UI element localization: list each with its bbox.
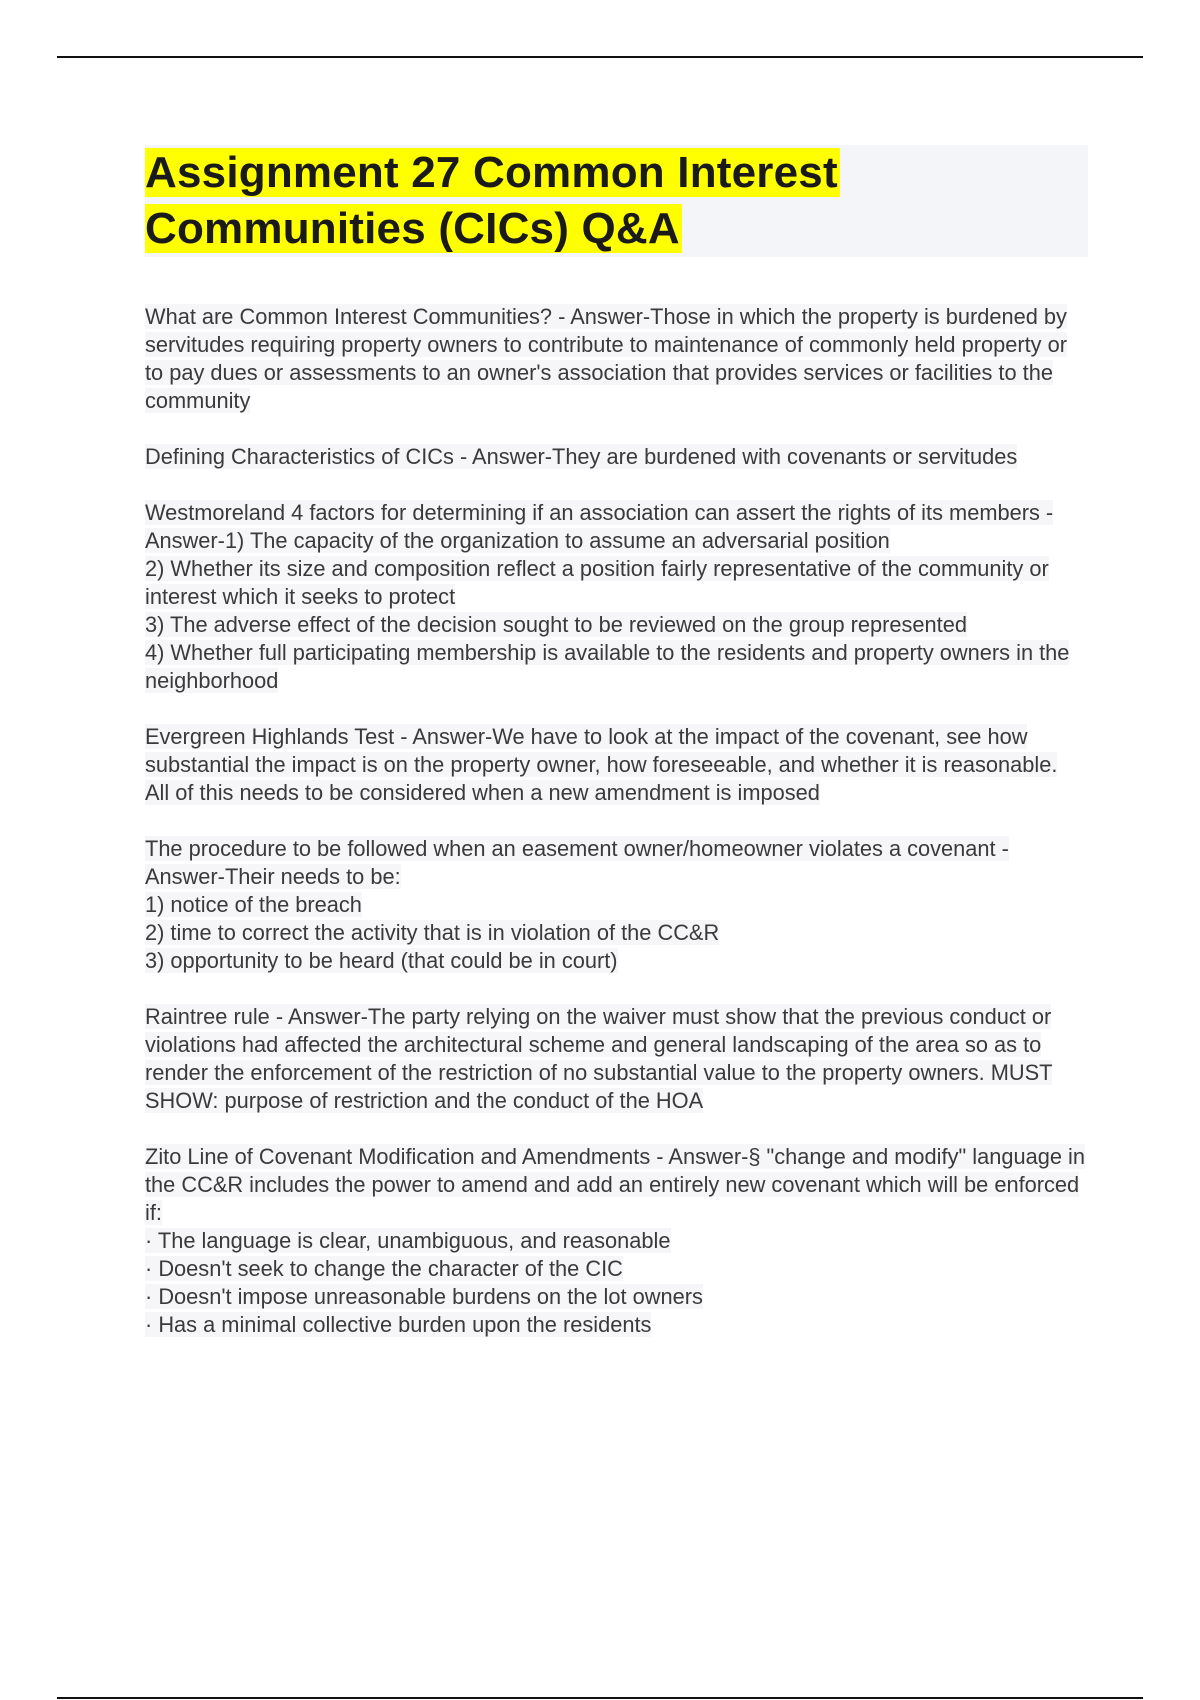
page-title-line-2: Communities (CICs) Q&A (145, 204, 680, 253)
qa-line: 2) time to correct the activity that is in violation of the CC&R (145, 920, 720, 945)
qa-line: 1) notice of the breach (145, 892, 362, 917)
qa-line: · Doesn't impose unreasonable burdens on the lot owners (145, 1284, 703, 1309)
qa-line: 3) The adverse effect of the decision sought to be reviewed on the group represented (145, 612, 967, 637)
qa-item (145, 303, 1085, 415)
qa-line: · The language is clear, unambiguous, and reasonable (145, 1228, 671, 1253)
qa-line: 4) Whether full participating membership is available to the residents and property owners in the neighborhood (145, 640, 1070, 693)
qa-line: Westmoreland 4 factors for determining if an association can assert the rights of its members - Answer-1) The capacity of the organization to assume an adversarial position (145, 500, 1054, 553)
qa-line: · Has a minimal collective burden upon the residents (145, 1312, 652, 1337)
qa-item (145, 443, 1085, 471)
qa-item (145, 835, 1085, 975)
page-title (145, 145, 1088, 257)
qa-line: Zito Line of Covenant Modification and Amendments - Answer-§ "change and modify" language in the CC&R includes the power to amend and add an entirely new covenant which will be enforced if: (145, 1144, 1085, 1225)
qa-item (145, 1143, 1085, 1339)
qa-line: Raintree rule - Answer-The party relying on the waiver must show that the previous conduct or violations had affected the architectural scheme and general landscaping of the area so as to render the enforcement of the restriction of no substantial value to the property owners. MUST SHOW: purpose of restriction and the conduct of the HOA (145, 1004, 1053, 1113)
page-title-line-1: Assignment 27 Common Interest (145, 148, 838, 197)
qa-item (145, 1003, 1085, 1115)
qa-line: · Doesn't seek to change the character of the CIC (145, 1256, 623, 1281)
qa-line: Defining Characteristics of CICs - Answer-They are burdened with covenants or servitudes (145, 444, 1018, 469)
qa-line: What are Common Interest Communities? - Answer-Those in which the property is burdened by servitudes requiring property owners to contribute to maintenance of commonly held property or to pay dues or assessments to an owner's association that provides services or facilities to the community (145, 304, 1067, 413)
qa-line: 3) opportunity to be heard (that could be in court) (145, 948, 618, 973)
qa-line: All of this needs to be considered when a new amendment is imposed (145, 780, 820, 805)
qa-item (145, 723, 1085, 807)
qa-line: Evergreen Highlands Test - Answer-We have to look at the impact of the covenant, see how substantial the impact is on the property owner, how foreseeable, and whether it is reasonable. (145, 724, 1058, 777)
qa-line: 2) Whether its size and composition reflect a position fairly representative of the community or interest which it seeks to protect (145, 556, 1049, 609)
title-block (145, 145, 1088, 257)
bottom-rule (57, 1697, 1143, 1699)
qa-item (145, 499, 1085, 695)
qa-list (145, 303, 1085, 1367)
qa-line: The procedure to be followed when an easement owner/homeowner violates a covenant - Answer-Their needs to be: (145, 836, 1009, 889)
top-rule (57, 56, 1143, 58)
